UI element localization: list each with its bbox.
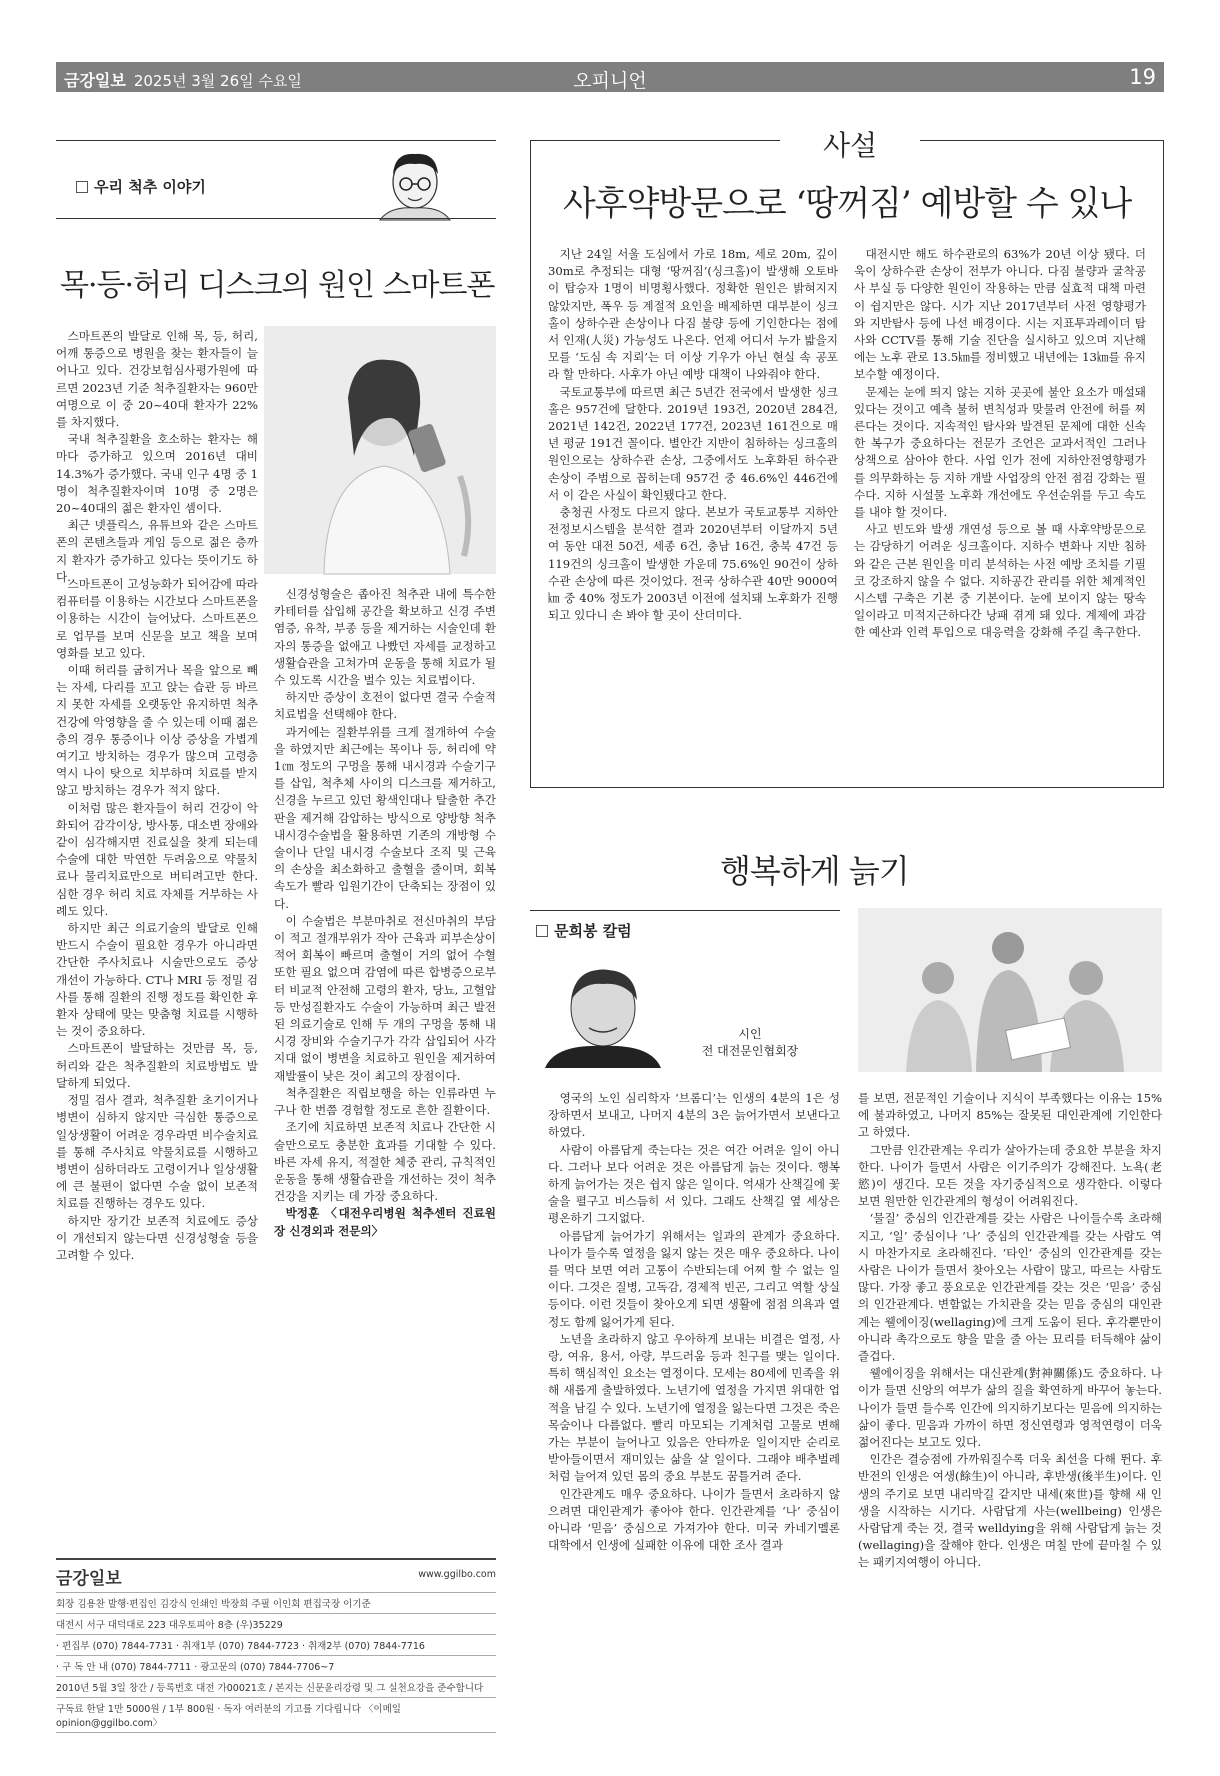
footer-url[interactable]: www.ggilbo.com bbox=[418, 1569, 496, 1580]
elderly-group-photo bbox=[858, 908, 1162, 1072]
column2-tag: 문희봉 칼럼 bbox=[536, 920, 632, 941]
author-portrait bbox=[370, 142, 460, 220]
column2-headline: 행복하게 늙기 bbox=[720, 852, 909, 890]
address: 대전시 서구 대덕대로 223 대우토피아 8층 (우)35229 bbox=[56, 1614, 496, 1635]
divider bbox=[530, 910, 840, 911]
author-title: 전 대전문인협회장 bbox=[701, 1044, 799, 1058]
publisher-info bbox=[56, 1558, 496, 1733]
phones-2: · 구 독 안 내 (070) 7844-7711 · 광고문의 (070) 7844-7706~7 bbox=[56, 1656, 496, 1677]
editorial-headline: 사후약방문으로 ‘땅꺼짐’ 예방할 수 있나 bbox=[562, 184, 1132, 224]
section-name: 오피니언 bbox=[573, 70, 647, 92]
columnist-credit bbox=[690, 1026, 810, 1060]
registration: 2010년 5월 3일 창간 / 등록번호 대전 가00021호 / 본지는 신문윤리강령 및 그 실천요강을 준수합니다 bbox=[56, 1677, 496, 1698]
editorial-label: 사설 bbox=[780, 124, 920, 164]
author-role: 시인 bbox=[738, 1027, 762, 1041]
staff-list: 회장 김용찬 발행·편집인 김강식 인쇄인 박장희 주필 이인회 편집국장 이기준 bbox=[56, 1593, 496, 1614]
divider bbox=[56, 218, 496, 219]
editorial-col1: 지난 24일 서울 도심에서 가로 18m, 세로 20m, 깊이 30m로 추정되는 대형 ‘땅꺼짐’(싱크홀)이 발생해 오토바이 탑승자 1명이 비명횡사했다. 정확한 원인은 밝혀지지 않았지만, 폭우 등 계절적 요인을 배제하면 대부분이 싱크홀이 상하수관 손상이나 다짐 불량 등에 기인한다는 점에서 인재(人災) 가능성도 나온다. 언제 어디서 누가 밟을지 모를 ‘도심 속 지뢰’는 더 이상 기우가 아닌 현실 속 공포라 할 만하다. 사후가 아닌 예방 대책이 나와줘야 한다. 국토교통부에 따르면 최근 5년간 전국에서 발생한 싱크홀은 957건에 달한다. 2019년 193건, 2020년 284건, 2021년 142건, 2022년 177건, 2023년 161건으로 매년 평균 191건 꼴이다. 별안간 지반이 침하하는 싱크홀의 원인으로는 상하수관 손상, 그중에서도 노후화된 하수관 손상이 주범으로 꼽히는데 957건 중 46.6%인 446건에서 이 같은 사실이 확인됐다고 한다. 충청권 사정도 다르지 않다. 본보가 국토교통부 지하안전정보시스템을 분석한 결과 2020년부터 이달까지 5년여 동안 대전 50건, 세종 6건, 충남 16건, 충북 47건 등 119건의 싱크홀이 발생한 가운데 75.6%인 90건이 상하수관 손상에 따른 것이었다. 전국 상하수관 40만 9000여㎞ 중 40% 정도가 2003년 이전에 설치돼 노후화가 진행되고 있다니 손 봐야 할 곳이 산더미다. bbox=[548, 247, 838, 623]
footer-logo: 금강일보 bbox=[56, 1569, 122, 1589]
phones-1: · 편집부 (070) 7844-7731 · 취재1부 (070) 7844-7723 · 취재2부 (070) 7844-7716 bbox=[56, 1635, 496, 1656]
divider bbox=[56, 140, 496, 141]
masthead bbox=[56, 62, 1164, 92]
issue-date: 2025년 3월 26일 수요일 bbox=[133, 72, 302, 90]
columnist-portrait bbox=[545, 956, 661, 1068]
page-number: 19 bbox=[1129, 65, 1156, 89]
column2-col2: 를 보면, 전문적인 기술이나 지식이 부족했다는 이유는 15%에 불과하였고, 나머지 85%는 잘못된 대인관계에 기인한다고 하였다. 그만큼 인간관계는 우리가 살아가는데 중요한 부분을 차지한다. 나이가 들면서 사람은 이기주의가 강해진다. 노욕(老慾)이 생긴다. 모든 것을 자기중심적으로 생각한다. 이렇다 보면 원만한 인간관계의 형성이 어려워진다. ‘물질’ 중심의 인간관계를 갖는 사람은 나이들수록 초라해지고, ‘일’ 중심이나 ‘나’ 중심의 인간관계를 갖는 사람도 역시 마찬가지로 초라해진다. ‘타인’ 중심의 인간관계를 갖는 사람은 나이가 들면서 찾아오는 사람이 많고, 따르는 사람도 많다. 가장 좋고 풍요로운 인간관계를 갖는 것은 ‘믿음’ 중심의 인간관계다. 변함없는 가치관을 갖는 믿음 중심의 대인관계는 웰에이징(wellaging)에 크게 도움이 된다. 후각뿐만이 아니라 촉각으로도 향을 맡을 줄 아는 묘리를 터득해야 삶이 즐겁다. 웰에이징을 위해서는 대신관계(對神關係)도 중요하다. 나이가 들면 신앙의 여부가 삶의 질을 확연하게 바꾸어 놓는다. 나이가 들면 들수록 인간에 의지하기보다는 믿음에 의지하는 삶이 좋다. 믿음과 가까이 하면 정신연령과 영적연령이 더욱 젊어진다는 보고도 있다. 인간은 결승점에 가까워질수록 더욱 최선을 다해 뛴다. 후반전의 인생은 여생(餘生)이 아니라, 후반생(後半生)이다. 인생의 주기로 보면 내리막길 같지만 내세(來世)를 향해 새 인생을 시작하는 시기다. 사람답게 사는(wellbeing) 인생은 사람답게 죽는 것, 결국 welldying을 위해 사람답게 늙는 것(wellaging)을 잘해야 한다. 인생은 며칠 만에 끝마칠 수 있는 패키지여행이 아니다. bbox=[858, 1091, 1162, 1570]
left-article-col1-top: 스마트폰의 발달로 인해 목, 등, 허리, 어깨 통증으로 병원을 찾는 환자들이 늘어나고 있다. 건강보험심사평가원에 따르면 2023년 기준 척추질환자는 960만여명으로 이 중 20~40대 환자가 22%를 차지했다. 국내 척추질환을 호소하는 환자는 해마다 증가하고 있으며 2016년 대비 14.3%가 증가했다. 국내 인구 4명 중 1명이 척추질환자이며 10명 중 2명은 20~40대의 젊은 환자인 셈이다. 최근 넷플릭스, 유튜브와 같은 스마트폰의 콘텐츠들과 게임 등으로 젊은 층까지 환자가 증가하고 있다는 뜻이기도 하다. bbox=[56, 329, 258, 584]
subscription: 구독료 한달 1만 5000원 / 1부 800원 · 독자 여러분의 기고를 기다립니다 〈이메일 opinion@ggilbo.com〉 bbox=[56, 1698, 496, 1733]
column-tag: 우리 척추 이야기 bbox=[76, 176, 206, 197]
photo-illustration bbox=[264, 326, 496, 574]
column2-col1: 영국의 노인 심리학자 ‘브롬디’는 인생의 4분의 1은 성장하면서 보내고, 나머지 4분의 3은 늙어가면서 보낸다고 하였다. 사람이 아름답게 죽는다는 것은 여간 어려운 일이 아니다. 그러나 보다 어려운 것은 아름답게 늙는 것이다. 행복하게 늙어가는 것은 쉽지 않은 일이다. 억새가 산책길에 꽃술을 펼구고 비스듬히 서 있다. 그래도 산책길 옆 세상은 평온하기 그지없다. 아름답게 늙어가기 위해서는 일과의 관계가 중요하다. 나이가 들수록 열정을 잃지 않는 것은 매우 중요하다. 나이를 먹다 보면 여러 고통이 수반되는데 어찌 할 수 없는 일이다. 그것은 질병, 고독감, 경제적 빈곤, 그리고 역할 상실 등이다. 이런 것들이 찾아오게 되면 생활에 점점 의욕과 열정도 함께 잃어가게 된다. 노년을 초라하지 않고 우아하게 보내는 비결은 열정, 사랑, 여유, 용서, 아량, 부드러움 등과 친구를 맺는 일이다. 특히 핵심적인 요소는 열정이다. 모세는 80세에 민족을 위해 새롭게 출발하였다. 노년기에 열정을 가지면 위대한 업적을 남길 수 있다. 노년기에 열정을 잃는다면 그것은 죽은 목숨이나 다름없다. 빨리 마모되는 기계처럼 고물로 변해가는 부분이 늘어나고 있음은 안타까운 일이지만 순리로 받아들이면서 재미있는 삶을 살 일이다. 그래야 배추벌레처럼 늘어져 있던 몸의 중요 부분도 꿈틀거려 준다. 인간관계도 매우 중요하다. 나이가 들면서 초라하지 않으려면 대인관계가 좋아야 한다. 인간관계를 ‘나’ 중심이 아니라 ‘믿음’ 중심으로 가져가야 한다. 미국 카네기멜론 대학에서 인생에 실패한 이유에 대한 조사 결과 bbox=[548, 1091, 840, 1553]
photo-illustration bbox=[858, 908, 1162, 1072]
editorial-col2: 대전시만 해도 하수관로의 63%가 20년 이상 됐다. 더욱이 상하수관 손상이 전부가 아니다. 다짐 불량과 굴착공사 부실 등 다양한 원인이 작용하는 만큼 실효적 대책 마련이 쉽지만은 않다. 시가 지난 2017년부터 사전 영향평가와 지반탐사 등에 나선 배경이다. 시는 지표투과레이더 탐사와 CCTV를 통해 기술 진단을 실시하고 있으며 지난해에는 노후 관로 13.5㎞를 정비했고 내년에는 13㎞를 유지보수할 예정이다. 문제는 눈에 띄지 않는 지하 곳곳에 불안 요소가 매설돼 있다는 것이고 예측 불허 변칙성과 맞물려 안전에 허를 찌른다는 것이다. 지속적인 탐사와 발견된 문제에 대한 신속한 복구가 중요하다는 전문가 조언은 교과서적인 그러나 상책으로 삼아야 한다. 사업 인가 전에 지하안전영향평가를 의무화하는 등 지하 개발 사업장의 안전 점검 강화는 필수다. 지하 시설물 노후화 개선에도 우선순위를 두고 속도를 내야 할 것이다. 사고 빈도와 발생 개연성 등으로 볼 때 사후약방문으로는 감당하기 어려운 싱크홀이다. 지하수 변화나 지반 침하와 같은 근본 원인을 미리 분석하는 사전 예방 조치를 기필코 강조하지 않을 수 없다. 지하공간 관리를 위한 체계적인 시스템 구축은 기본 중 기본이다. 눈에 보이지 않는 땅속 일이라고 미적지근하다간 낭패 겪게 돼 있다. 계제에 과감한 예산과 인력 투입으로 대응력을 강화해 주길 촉구한다. bbox=[854, 247, 1146, 640]
left-article-col1: 스마트폰이 고성능화가 되어감에 따라 컴퓨터를 이용하는 시간보다 스마트폰을 이용하는 시간이 늘어났다. 스마트폰으로 업무를 보며 신문을 보고 책을 보며 영화를 보고 있다. 이때 허리를 굽히거나 목을 앞으로 빼는 자세, 다리를 꼬고 앉는 습관 등 바르지 못한 자세를 오랫동안 유지하면 척추 건강에 악영향을 줄 수 있는데 이때 젊은 층의 경우 통증이나 이상 증상을 가볍게 여기고 방치하는 경우가 많으며 고령층 역시 나이 탓으로 치부하며 치료를 받지 않고 방치하는 경우가 적지 않다. 이처럼 많은 환자들이 허리 건강이 악화되어 감각이상, 방사통, 대소변 장애와 같이 심각해지면 진료실을 찾게 되는데 수술에 대한 막연한 두려움으로 약물치료나 물리치료만으로 버티려고만 한다. 심한 경우 허리 치료 자체를 거부하는 사례도 있다. 하지만 최근 의료기술의 발달로 인해 반드시 수술이 필요한 경우가 아니라면 간단한 주사치료나 시술만으로도 증상 개선이 가능하다. CT나 MRI 등 정밀 검사를 통해 질환의 진행 정도를 확인한 후 환자 상태에 맞는 맞춤형 치료를 시행하는 것이 중요하다. 스마트폰이 발달하는 것만큼 목, 등, 허리와 같은 척추질환의 치료방법도 발달하게 되었다. 정밀 검사 결과, 척추질환 초기이거나 병변이 심하지 않지만 극심한 통증으로 일상생활이 어려운 경우라면 비수술치료를 통해 주사치료 약물치료를 시행하고 병변이 심하더라도 고령이거나 일상생활에 큰 불편이 없다면 수술 없이 보존적 치료를 진행하는 경우도 있다. 하지만 장기간 보존적 치료에도 증상이 개선되지 않는다면 신경성형술 등을 고려할 수 있다. bbox=[56, 577, 258, 1262]
left-headline: 목·등·허리 디스크의 원인 스마트폰 bbox=[60, 268, 495, 303]
paper-name: 금강일보 bbox=[64, 71, 126, 90]
byline: 박정훈 〈대전우리병원 척추센터 진료원장 신경외과 전문의〉 bbox=[274, 1206, 496, 1238]
left-article-col2: 신경성형술은 좁아진 척추관 내에 특수한 카테터를 삽입해 공간을 확보하고 신경 주변 염증, 유착, 부종 등을 제거하는 시술인데 환자의 통증을 없애고 나빴던 자세를 교정하고 생활습관을 고쳐가며 운동을 통해 치료가 될 수 있도록 시간을 벌수 있는 치료법이다. 하지만 증상이 호전이 없다면 결국 수술적 치료법을 선택해야 한다. 과거에는 질환부위를 크게 절개하여 수술을 하였지만 최근에는 목이나 등, 허리에 약 1㎝ 정도의 구멍을 통해 내시경과 수술기구를 삽입, 척추체 사이의 디스크를 제거하고, 신경을 누르고 있던 황색인대나 탈출한 추간판을 제거해 감압하는 방식으로 양방향 척추 내시경수술법을 활용하면 기존의 개방형 수술이나 단일 내시경 수술보다 조직 및 근육의 손상을 최소화하고 출혈을 줄이며, 회복 속도가 빨라 입원기간이 단축되는 장점이 있다. 이 수술법은 부분마취로 전신마취의 부담이 적고 절개부위가 작아 근육과 피부손상이 적어 회복이 빠르며 출혈이 거의 없어 수혈 또한 필요 없으며 감염에 따른 합병증으로부터 비교적 안전해 고령의 환자, 당뇨, 고혈압 등 만성질환자도 수술이 가능하며 최근 발전된 의료기술로 인해 두 개의 구멍을 통해 내시경 장비와 수술기구가 각각 삽입되어 사각지대 없이 병변을 치료하고 원인을 제거하여 재발률이 낮은 것이 최고의 장점이다. 척추질환은 직립보행을 하는 인류라면 누구나 한 번쯤 경험할 정도로 흔한 질환이다. 조기에 치료하면 보존적 치료나 간단한 시술만으로도 충분한 효과를 기대할 수 있다. 바른 자세 유지, 적절한 체중 관리, 규칙적인 운동을 통해 생활습관을 개선하는 것이 척추 건강을 지키는 데 가장 중요하다. 박정훈 〈대전우리병원 척추센터 진료원장 신경외과 전문의〉 bbox=[274, 586, 496, 1498]
woman-phone-photo bbox=[264, 326, 496, 574]
